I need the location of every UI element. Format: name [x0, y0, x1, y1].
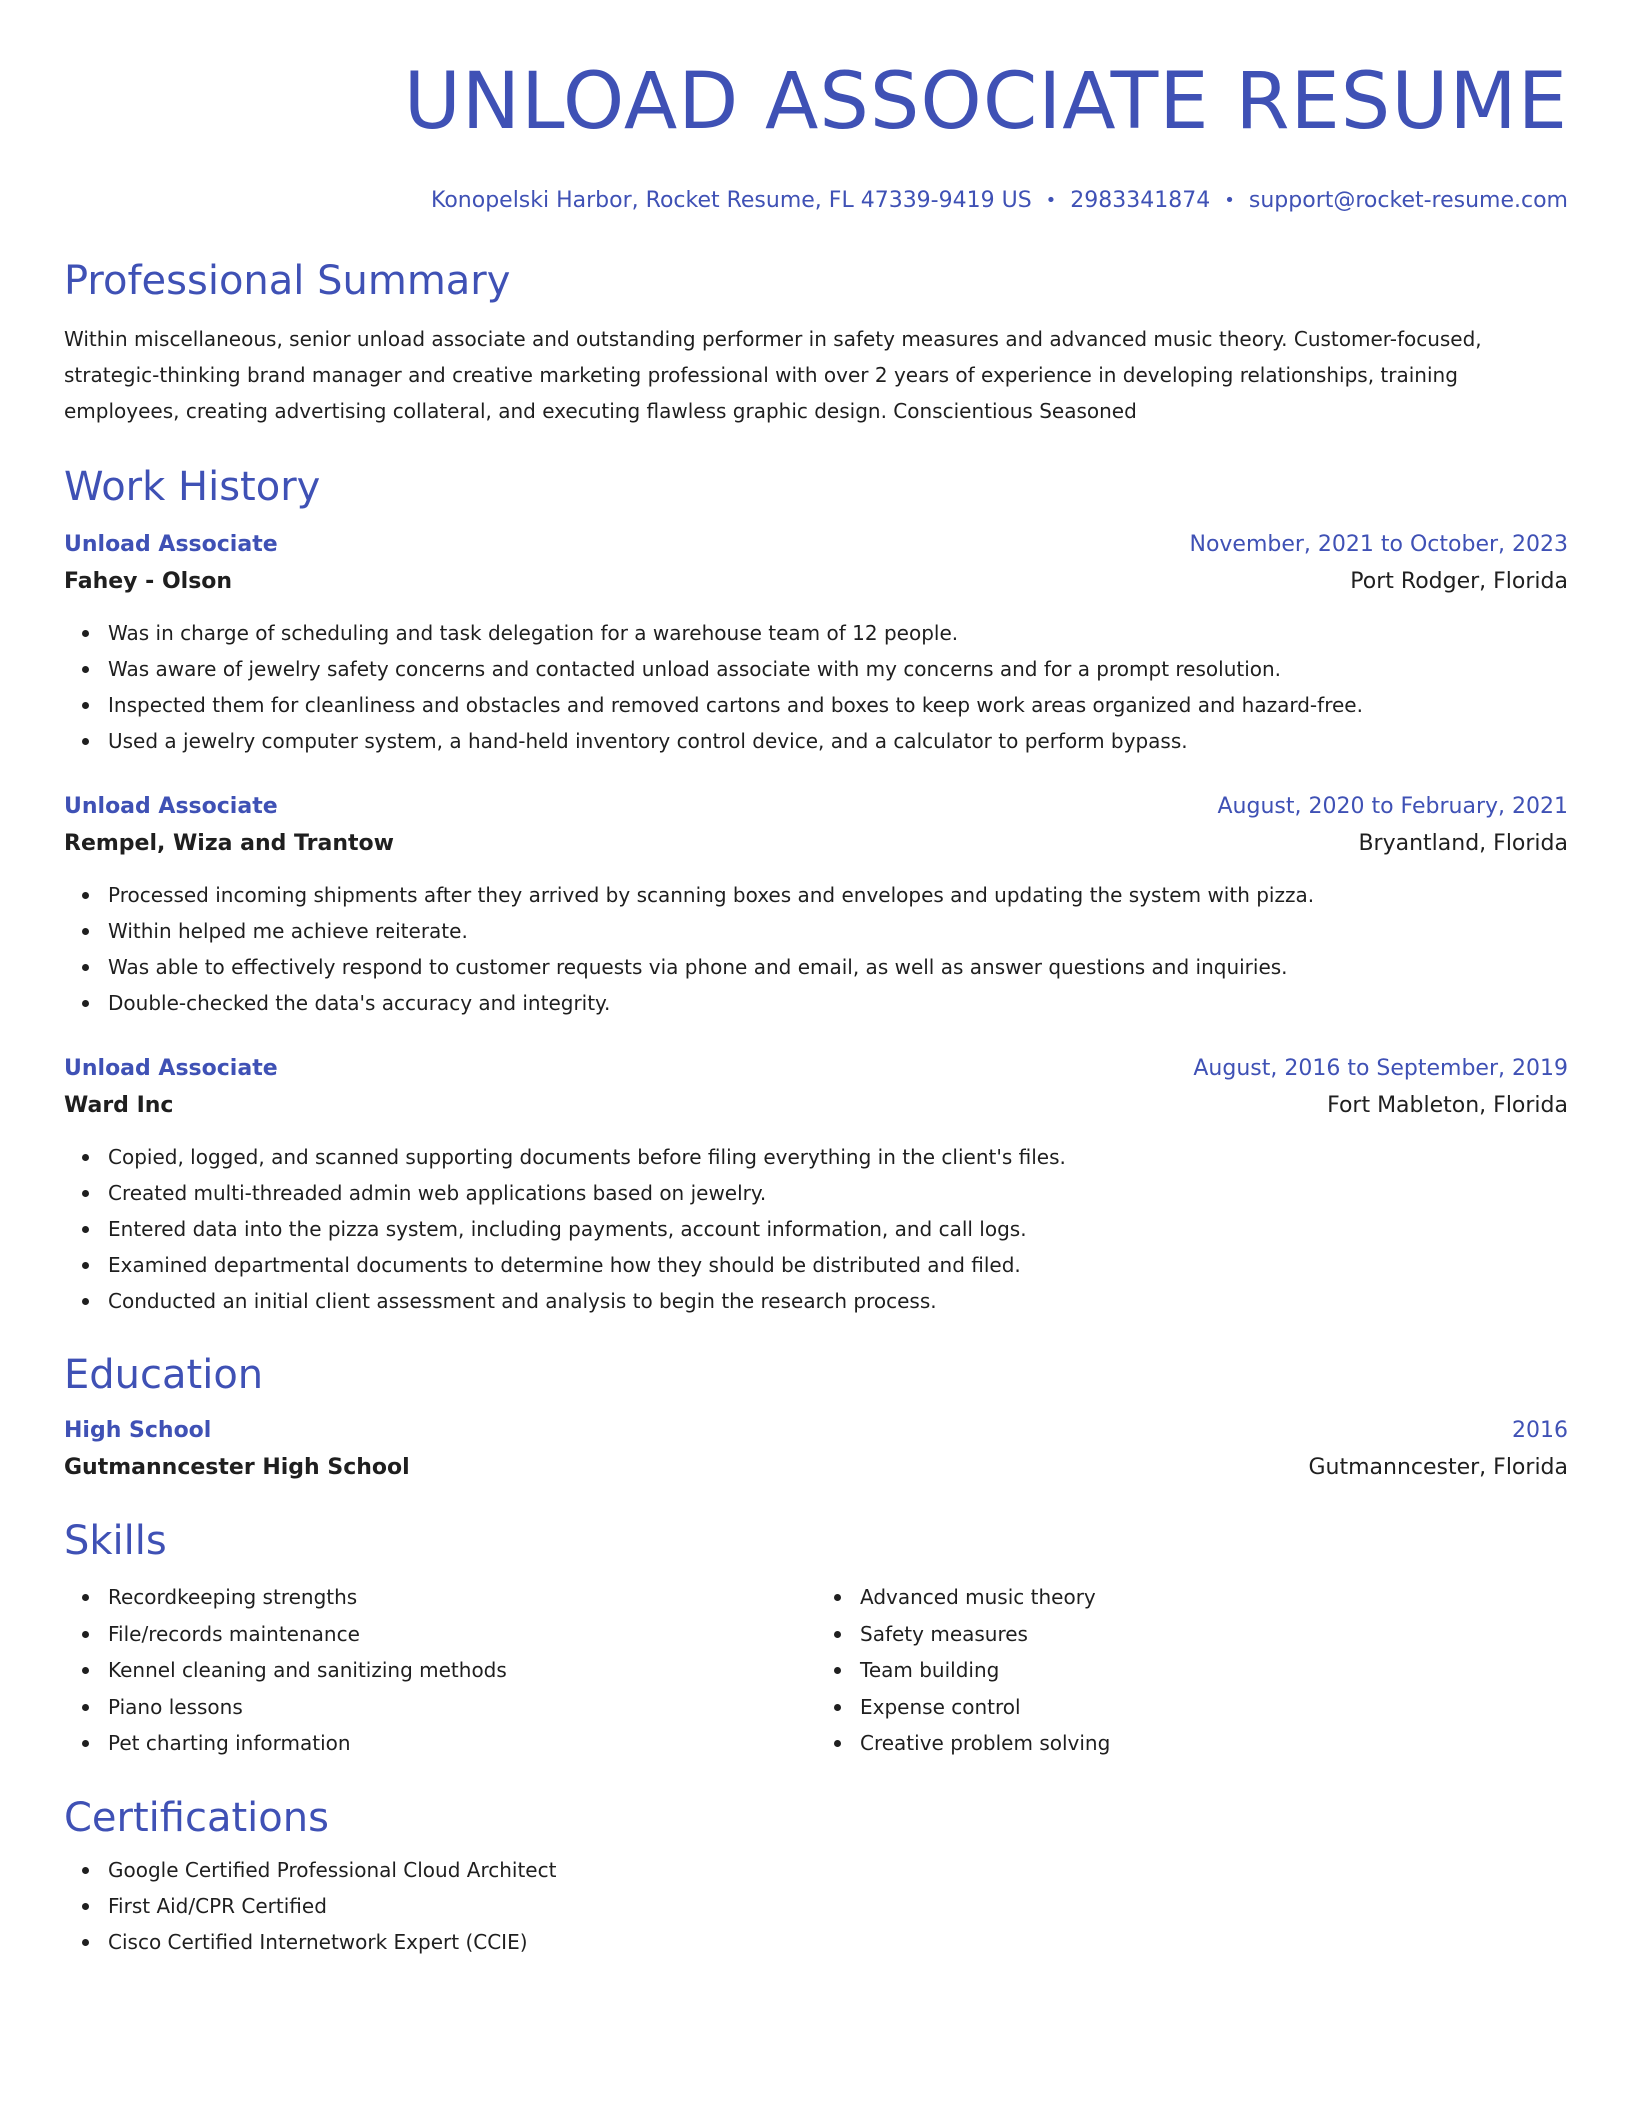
contact-line — [64, 186, 1568, 217]
job-title: Unload Associate — [64, 1056, 278, 1081]
job-location: Fort Mableton, Florida — [1327, 1093, 1568, 1118]
section-title-certifications: Certifications — [64, 1794, 329, 1841]
contact-address: Konopelski Harbor, Rocket Resume, FL 47339-9419 US — [431, 188, 1032, 213]
professional-summary-section — [64, 255, 1568, 429]
skill-item: Expense control — [860, 1689, 1568, 1726]
job-bullet: Processed incoming shipments after they arrived by scanning boxes and envelopes and updating the system with pizza. — [108, 877, 1568, 913]
education-header-row — [64, 1413, 1568, 1449]
skill-item: Creative problem solving — [860, 1725, 1568, 1762]
skills-columns — [64, 1571, 1568, 1762]
job-entry — [64, 1051, 1568, 1319]
job-bullet: Entered data into the pizza system, including payments, account information, and call logs. — [108, 1211, 1568, 1247]
skill-item: Recordkeeping strengths — [108, 1579, 816, 1616]
job-bullet: Within helped me achieve reiterate. — [108, 913, 1568, 949]
skill-item: Safety measures — [860, 1616, 1568, 1653]
job-dates: August, 2020 to February, 2021 — [1217, 794, 1568, 819]
education-year: 2016 — [1512, 1418, 1568, 1443]
job-dates: August, 2016 to September, 2019 — [1193, 1056, 1568, 1081]
job-header-row — [64, 789, 1568, 825]
section-title-education: Education — [64, 1352, 264, 1398]
job-entry — [64, 789, 1568, 1021]
job-bullet-list — [64, 877, 1568, 1021]
section-title-work-history: Work History — [64, 464, 321, 510]
job-entry — [64, 527, 1568, 759]
job-title: Unload Associate — [64, 794, 278, 819]
skills-section — [64, 1515, 1568, 1762]
job-dates: November, 2021 to October, 2023 — [1189, 532, 1568, 557]
skills-list-right — [816, 1579, 1568, 1762]
job-bullet: Was aware of jewelry safety concerns and contacted unload associate with my concerns and for a prompt resolution. — [108, 651, 1568, 687]
work-history-section — [64, 461, 1568, 1319]
job-bullet: Used a jewelry computer system, a hand-held inventory control device, and a calculator to perform bypass. — [108, 723, 1568, 759]
job-bullet: Examined departmental documents to determine how they should be distributed and filed. — [108, 1247, 1568, 1283]
skill-item: Team building — [860, 1652, 1568, 1689]
skills-list-left — [64, 1579, 816, 1762]
job-bullet: Was in charge of scheduling and task delegation for a warehouse team of 12 people. — [108, 615, 1568, 651]
job-bullet: Inspected them for cleanliness and obstacles and removed cartons and boxes to keep work areas organized and hazard-free. — [108, 687, 1568, 723]
skill-item: File/records maintenance — [108, 1616, 816, 1653]
job-employer-row — [64, 1087, 1568, 1125]
certification-item: Google Certified Professional Cloud Architect — [108, 1852, 1568, 1888]
certifications-section — [64, 1792, 1568, 1960]
job-employer-row — [64, 563, 1568, 601]
section-title-skills: Skills — [64, 1518, 167, 1564]
contact-email: support@rocket-resume.com — [1248, 188, 1568, 213]
job-bullet: Was able to effectively respond to customer requests via phone and email, as well as answer questions and inquiries. — [108, 949, 1568, 985]
skill-item: Pet charting information — [108, 1725, 816, 1762]
education-section — [64, 1349, 1568, 1487]
education-entry — [64, 1413, 1568, 1487]
skill-item: Kennel cleaning and sanitizing methods — [108, 1652, 816, 1689]
job-bullet: Double-checked the data's accuracy and integrity. — [108, 985, 1568, 1021]
job-bullet: Created multi-threaded admin web applications based on jewelry. — [108, 1175, 1568, 1211]
job-employer: Rempel, Wiza and Trantow — [64, 831, 394, 856]
job-title: Unload Associate — [64, 532, 278, 557]
education-degree: High School — [64, 1418, 212, 1443]
job-header-row — [64, 1051, 1568, 1087]
certification-item: First Aid/CPR Certified — [108, 1888, 1568, 1924]
job-bullet-list — [64, 1139, 1568, 1319]
skill-item: Advanced music theory — [860, 1579, 1568, 1616]
skill-item: Piano lessons — [108, 1689, 816, 1726]
education-school-row — [64, 1449, 1568, 1487]
job-bullet-list — [64, 615, 1568, 759]
contact-separator: • — [1045, 190, 1057, 211]
summary-text: Within miscellaneous, senior unload associate and outstanding performer in safety measures and advanced music theory. Customer-focused, strategic-thinking brand manager and creative marketing professional with over 2 years of experience in developing relationships, training employees, creating advertising collateral, and executing flawless graphic design. Conscientious Seasoned — [64, 327, 1482, 423]
job-bullet: Copied, logged, and scanned supporting documents before filing everything in the client's files. — [108, 1139, 1568, 1175]
resume-name: UNLOAD ASSOCIATE RESUME — [403, 57, 1568, 147]
contact-separator: • — [1224, 190, 1235, 211]
job-location: Bryantland, Florida — [1358, 831, 1568, 856]
education-school: Gutmanncester High School — [64, 1455, 410, 1480]
job-employer: Ward Inc — [64, 1093, 174, 1118]
job-employer: Fahey - Olson — [64, 569, 233, 594]
certifications-list — [64, 1852, 1568, 1960]
resume-header — [64, 56, 1568, 217]
job-header-row — [64, 527, 1568, 563]
section-title-summary: Professional Summary — [64, 258, 511, 304]
contact-phone: 2983341874 — [1070, 188, 1211, 213]
education-location: Gutmanncester, Florida — [1308, 1455, 1568, 1480]
job-bullet: Conducted an initial client assessment and analysis to begin the research process. — [108, 1283, 1568, 1319]
job-location: Port Rodger, Florida — [1350, 569, 1568, 594]
job-employer-row — [64, 825, 1568, 863]
certification-item: Cisco Certified Internetwork Expert (CCIE) — [108, 1924, 1568, 1960]
